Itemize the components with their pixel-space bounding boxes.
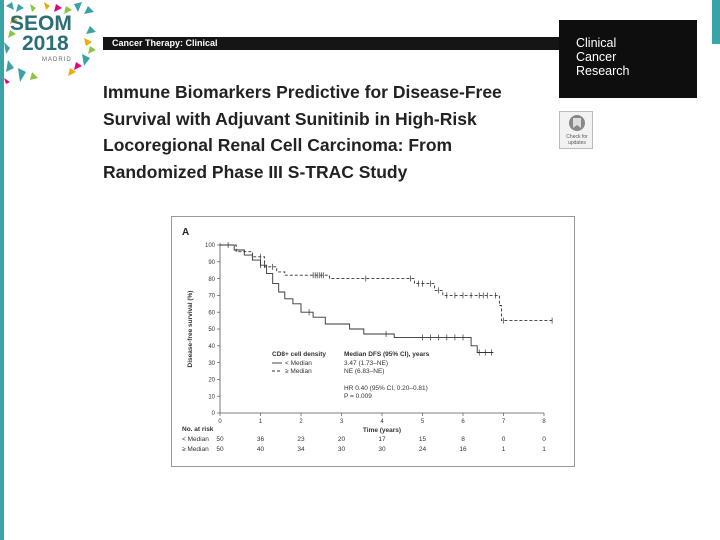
- risk-table-cell: 0: [542, 436, 546, 443]
- x-tick-label: 8: [542, 419, 546, 425]
- x-tick-label: 6: [461, 419, 465, 425]
- logo-text-city: MADRID: [42, 57, 72, 63]
- x-tick-label: 3: [339, 419, 344, 425]
- x-tick-label: 5: [420, 419, 425, 425]
- y-tick-label: 30: [208, 360, 215, 367]
- y-tick-label: 20: [208, 377, 215, 384]
- p-value-text: P = 0.009: [344, 393, 372, 400]
- risk-table-cell: 20: [337, 436, 346, 443]
- risk-table-cell: 16: [459, 446, 467, 453]
- risk-table-cell: 0: [501, 436, 506, 443]
- risk-table-cell: 15: [418, 436, 427, 443]
- legend-header-left: CD8+ cell density: [272, 351, 327, 358]
- risk-table-row-label: ≥ Median: [182, 446, 209, 453]
- risk-table-cell: 50: [216, 446, 224, 453]
- risk-table-cell: 23: [297, 436, 305, 443]
- risk-table-row-label: < Median: [182, 436, 209, 443]
- x-axis-label: Time (years): [362, 427, 402, 434]
- x-tick-label: 1: [258, 419, 263, 425]
- y-tick-label: 40: [208, 344, 215, 350]
- title-line-3: Locoregional Renal Cell Carcinoma: From: [103, 135, 453, 155]
- journal-logo: [559, 20, 697, 98]
- x-tick-label: 7: [501, 419, 506, 425]
- risk-table-cell: 34: [297, 446, 305, 453]
- km-curve-above-median: [220, 245, 552, 321]
- section-label: Cancer Therapy: Clinical: [112, 38, 218, 48]
- legend-header-right: Median DFS (95% CI), years: [344, 351, 430, 358]
- legend-label: < Median: [285, 360, 312, 367]
- check-for-updates-badge[interactable]: [559, 111, 593, 149]
- x-tick-label: 4: [380, 419, 384, 425]
- legend-value: 3.47 (1.73–NE): [344, 360, 389, 367]
- section-band: [103, 37, 560, 50]
- journal-line-1: Clinical: [576, 36, 617, 50]
- risk-table-cell: 17: [378, 436, 386, 443]
- x-tick-label: 0: [218, 419, 222, 425]
- seom-logo: [4, 2, 96, 84]
- title-line-4: Randomized Phase III S-TRAC Study: [103, 161, 408, 182]
- title-line-1: Immune Biomarkers Predictive for Disease-Free: [103, 82, 502, 102]
- y-tick-label: 100: [204, 243, 215, 250]
- y-tick-label: 10: [208, 394, 215, 401]
- bookmark-icon: [560, 112, 594, 134]
- risk-table-cell: 8: [461, 436, 465, 443]
- km-figure: [171, 216, 575, 467]
- km-chart: [172, 217, 574, 466]
- risk-table-cell: 40: [256, 446, 265, 453]
- y-tick-label: 60: [208, 310, 215, 317]
- journal-line-3: Research: [576, 64, 630, 78]
- y-tick-label: 90: [208, 260, 215, 266]
- title-line-2: Survival with Adjuvant Sunitinib in High-Risk: [103, 108, 477, 129]
- y-tick-label: 0: [211, 411, 215, 418]
- right-accent-rule: [712, 0, 720, 44]
- risk-table-title: No. at risk: [182, 426, 214, 433]
- risk-table-cell: 30: [378, 446, 386, 453]
- y-tick-label: 80: [208, 276, 215, 283]
- y-tick-label: 50: [208, 327, 215, 334]
- panel-label: A: [182, 227, 190, 238]
- logo-text-year: 2018: [22, 32, 69, 55]
- risk-table-cell: 24: [418, 446, 427, 453]
- y-tick-label: 70: [208, 293, 215, 300]
- risk-table-cell: 36: [256, 436, 265, 443]
- x-tick-label: 2: [299, 419, 303, 425]
- legend-value: NE (6.83–NE): [344, 368, 385, 375]
- km-curve-below-median: [220, 245, 493, 353]
- article-title: [103, 79, 553, 185]
- journal-line-2: Cancer: [576, 50, 617, 64]
- risk-table-cell: 30: [337, 446, 346, 453]
- risk-table-cell: 1: [501, 446, 506, 453]
- hazard-ratio-text: HR 0.40 (95% CI, 0.20–0.81): [344, 385, 428, 392]
- legend-label: ≥ Median: [285, 368, 312, 375]
- risk-table-cell: 50: [216, 436, 224, 443]
- check-for-updates-label: Check for updates: [566, 134, 588, 146]
- logo-text-seom: SEOM: [10, 12, 72, 35]
- y-axis-label: Disease-free survival (%): [187, 290, 194, 368]
- risk-table-cell: 1: [542, 446, 546, 453]
